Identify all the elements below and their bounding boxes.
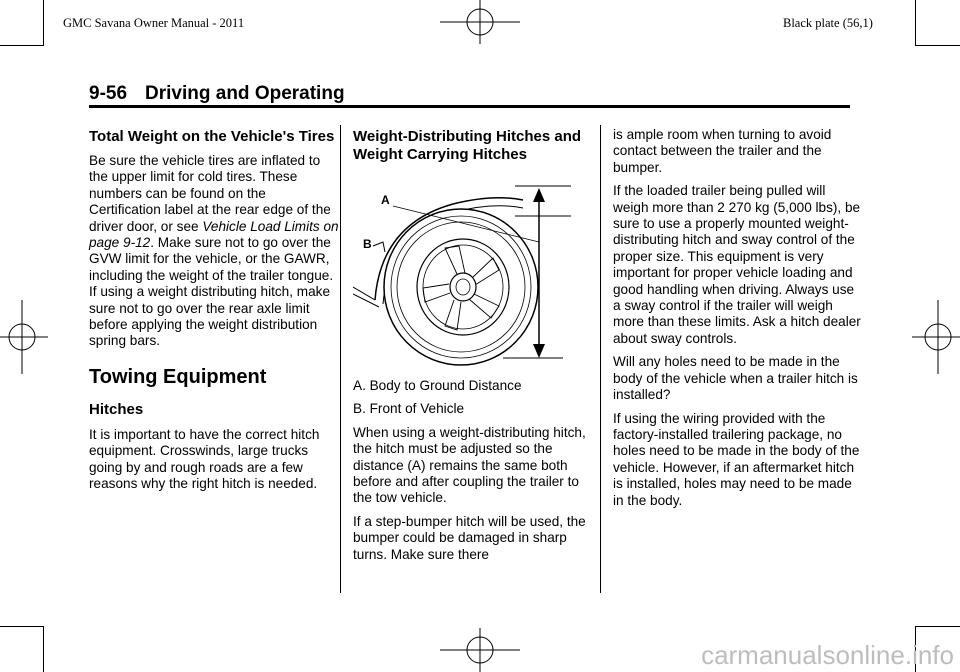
legend-a: A. Body to Ground Distance	[353, 378, 522, 393]
section-name: Driving and Operating	[145, 83, 345, 104]
registration-mark-left	[0, 300, 48, 374]
towing-equipment-heading: Towing Equipment	[89, 365, 267, 388]
page-heading	[89, 83, 345, 105]
text: Be sure the vehicle tires are inflated to the upper limit for cold tires. These numbers can be found on the Certification label at the rear edge of the driver door, or see	[89, 153, 331, 234]
manual-title: GMC Savana Owner Manual - 2011	[63, 16, 245, 30]
text: . Make sure not to go over the GVW limit for the vehicle, or the GAWR, including the weight of the trailer tongue. If using a weight distributing hitch, make sure not to go over the rear axle limit before applying the weight distribution spring bars.	[89, 235, 334, 349]
title-rule	[89, 105, 850, 108]
watermark: carmanualsonline.info	[701, 640, 954, 670]
column-divider	[340, 125, 341, 593]
total-weight-heading: Total Weight on the Vehicle's Tires	[89, 128, 335, 145]
registration-mark-top	[440, 0, 520, 44]
total-weight-paragraph	[89, 153, 339, 350]
hitches-paragraph: It is important to have the correct hitch equipment. Crosswinds, large trucks going by and rough roads are a few reasons why the right hitch is needed.	[89, 426, 320, 492]
ample-room-paragraph: is ample room when turning to avoid contact between the trailer and the bumper.	[613, 127, 832, 175]
column-2	[353, 128, 593, 164]
step-bumper-paragraph: If a step-bumper hitch will be used, the bumper could be damaged in sharp turns. Make sure there	[353, 513, 586, 562]
column-2-text	[353, 378, 593, 570]
callout-b-label: B	[363, 237, 372, 251]
column-3	[613, 127, 863, 516]
plate-label: Black plate (56,1)	[783, 16, 873, 30]
callout-a-label: A	[381, 193, 390, 207]
hitch-adjust-paragraph: When using a weight-distributing hitch, the hitch must be adjusted so the distance (A) remains the same both before and after coupling the trailer to the tow vehicle.	[353, 424, 586, 506]
registration-mark-right	[912, 300, 960, 374]
loaded-trailer-paragraph: If the loaded trailer being pulled will weigh more than 2 270 kg (5,000 lbs), be sure to use a properly mounted weight-distributing hitch and sway control of the proper size. This equipment is very important for proper vehicle loading and good handling when driving. Always use a sway control if the trailer will weigh more than these limits. Ask a hitch dealer about sway controls.	[613, 183, 861, 346]
hitches-heading: Hitches	[89, 400, 144, 418]
weight-hitches-heading: Weight-Distributing Hitches and Weight Carrying Hitches	[353, 128, 582, 163]
page-number: 9-56	[89, 83, 128, 104]
wheel-illustration	[353, 182, 585, 372]
wiring-paragraph: If using the wiring provided with the factory-installed trailering package, no holes need to be made in the body of the vehicle. However, if an aftermarket hitch is installed, holes may need to be made in the body.	[613, 410, 860, 508]
holes-question-paragraph: Will any holes need to be made in the body of the vehicle when a trailer hitch is installed?	[613, 354, 858, 403]
legend-b: B. Front of Vehicle	[353, 401, 465, 417]
column-1	[89, 128, 339, 500]
vehicle-load-limits-link[interactable]: Vehicle Load Limits on page 9-12	[89, 218, 339, 251]
registration-mark-bottom	[440, 628, 520, 672]
column-divider	[600, 125, 601, 593]
